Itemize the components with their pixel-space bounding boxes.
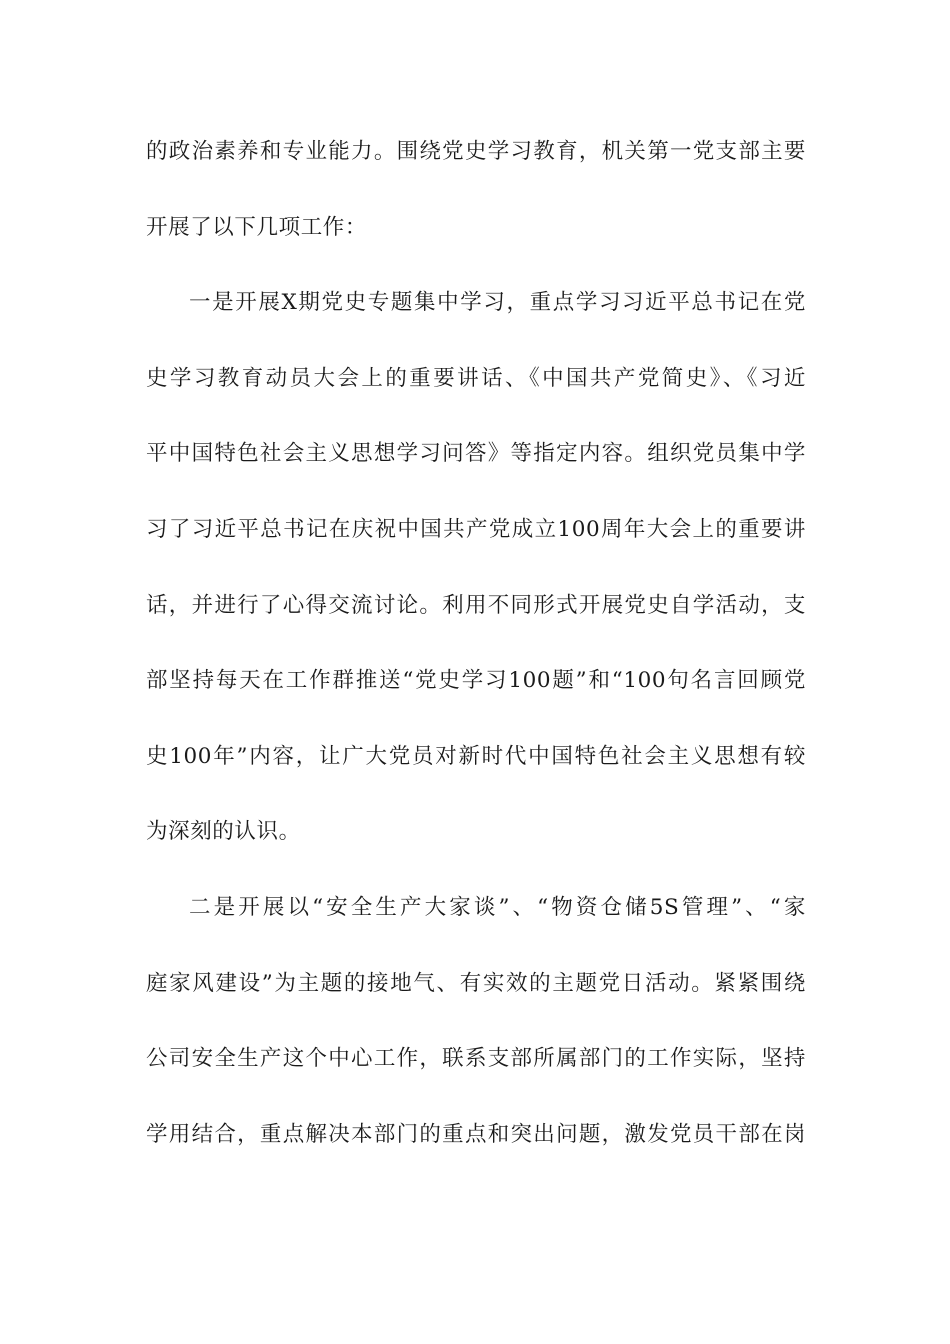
body-text xyxy=(146,131,806,1189)
text-line: 部坚持每天在工作群推送“党史学习100题”和“100句名言回顾党 xyxy=(146,668,806,694)
text-line: 公司安全生产这个中心工作，联系支部所属部门的工作实际，坚持 xyxy=(146,1046,806,1072)
text-line: 习了习近平总书记在庆祝中国共产党成立100周年大会上的重要讲 xyxy=(146,516,806,542)
text-line: 为深刻的认识。 xyxy=(146,819,301,845)
text-line: 学用结合，重点解决本部门的重点和突出问题，激发党员干部在岗 xyxy=(146,1121,806,1147)
text-line: 庭家风建设”为主题的接地气、有实效的主题党日活动。紧紧围绕 xyxy=(146,970,806,996)
text-line: 话，并进行了心得交流讨论。利用不同形式开展党史自学活动，支 xyxy=(146,592,806,618)
text-line: 的政治素养和专业能力。围绕党史学习教育，机关第一党支部主要 xyxy=(146,139,806,164)
paragraph-start-line: 一是开展X期党史专题集中学习，重点学习习近平总书记在党 xyxy=(189,290,806,316)
text-line: 平中国特色社会主义思想学习问答》等指定内容。组织党员集中学 xyxy=(146,441,806,467)
paragraph-start-line: 二是开展以“安全生产大家谈”、“物资仓储5S管理”、“家 xyxy=(189,894,806,920)
text-line: 开展了以下几项工作： xyxy=(146,214,368,240)
text-line: 史100年”内容，让广大党员对新时代中国特色社会主义思想有较 xyxy=(146,743,806,769)
text-line: 史学习教育动员大会上的重要讲话、《中国共产党简史》、《习近 xyxy=(146,365,806,391)
